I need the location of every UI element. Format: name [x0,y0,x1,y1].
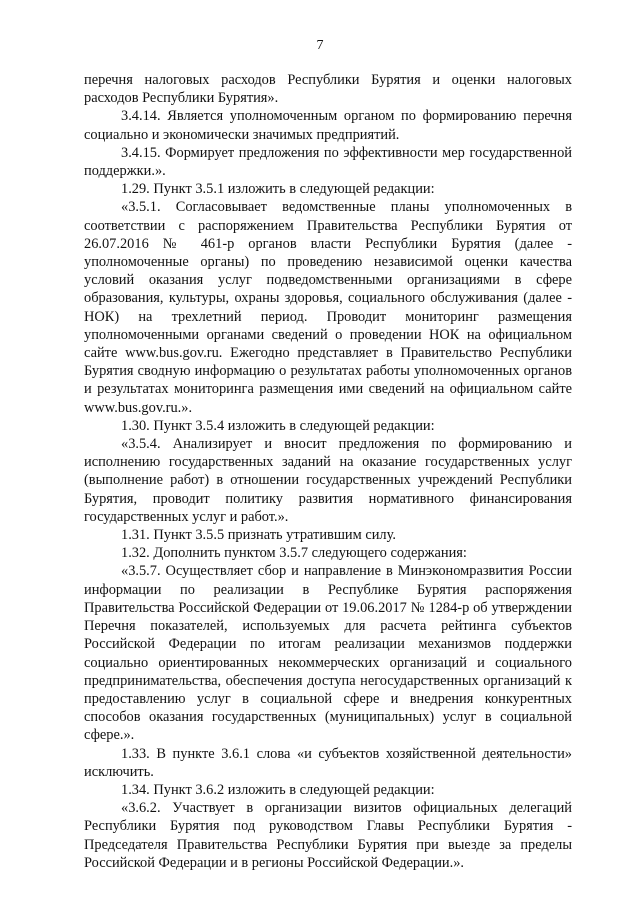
paragraph-continuation: перечня налоговых расходов Республики Бурятия и оценки налоговых расходов Республики Бурятия». [84,72,572,107]
page-number: 7 [316,38,324,53]
paragraph-1-34: 1.34. Пункт 3.6.2 изложить в следующей редакции: [121,781,435,798]
paragraph-1-32: 1.32. Дополнить пунктом 3.5.7 следующего содержания: [121,545,467,562]
paragraph-3-5-1: «3.5.1. Согласовывает ведомственные планы уполномоченных в соответствии с распоряжением Правительства Республики Бурятия от 26.07.2016 № 461-р органов власти Республики Бурятия (далее - уполномоченные органы) по проведению независимой оценки качества условий оказания услуг подведомственными организациями в сфере образования, культуры, охраны здоровья, социального обслуживания (далее - НОК) на трехлетний период. Проводит мониторинг размещения уполномоченными органами сведений о проведении НОК на официальном сайте www.bus.gov.ru. Ежегодно представляет в Правительство Республики Бурятия сводную информацию о результатах работы уполномоченных органов и результатах мониторинга размещения ими сведений на официальном сайте www.bus.gov.ru.». [84,199,572,416]
paragraph-1-31: 1.31. Пункт 3.5.5 признать утратившим силу. [121,527,396,544]
paragraph-3-4-14: 3.4.14. Является уполномоченным органом по формированию перечня социально и экономически значимых предприятий. [84,108,572,143]
paragraph-1-30: 1.30. Пункт 3.5.4 изложить в следующей редакции: [121,417,435,434]
paragraph-3-6-2: «3.6.2. Участвует в организации визитов официальных делегаций Республики Бурятия под руководством Главы Республики Бурятия - Председателя Правительства Республики Бурятия при выезде за пределы Российской Федерации и в регионы Российской Федерации.». [84,800,572,871]
document-body [84,71,572,872]
paragraph-1-33: 1.33. В пункте 3.6.1 слова «и субъектов хозяйственной деятельности» исключить. [84,745,572,780]
paragraph-3-5-4: «3.5.4. Анализирует и вносит предложения по формированию и исполнению государственных заданий на оказание государственных услуг (выполнение работ) в отношении государственных учреждений Республики Бурятия, проводит политику развития нормативного финансирования государственных услуг и работ.». [84,436,572,525]
paragraph-3-5-7: «3.5.7. Осуществляет сбор и направление в Минэкономразвития России информации по реализации в Республике Бурятия распоряжения Правительства Российской Федерации от 19.06.2017 № 1284-р об утверждении Перечня показателей, используемых для расчета рейтинга субъектов Российской Федерации по итогам реализации механизмов поддержки социально ориентированных некоммерческих организаций и социального предпринимательства, обеспечения доступа негосударственных организаций к предоставлению услуг в социальной сфере и внедрения конкурентных способов оказания государственных (муниципальных) услуг в социальной сфере.». [84,563,572,744]
paragraph-1-29: 1.29. Пункт 3.5.1 изложить в следующей редакции: [121,181,435,198]
paragraph-3-4-15: 3.4.15. Формирует предложения по эффективности мер государственной поддержки.». [84,144,572,180]
